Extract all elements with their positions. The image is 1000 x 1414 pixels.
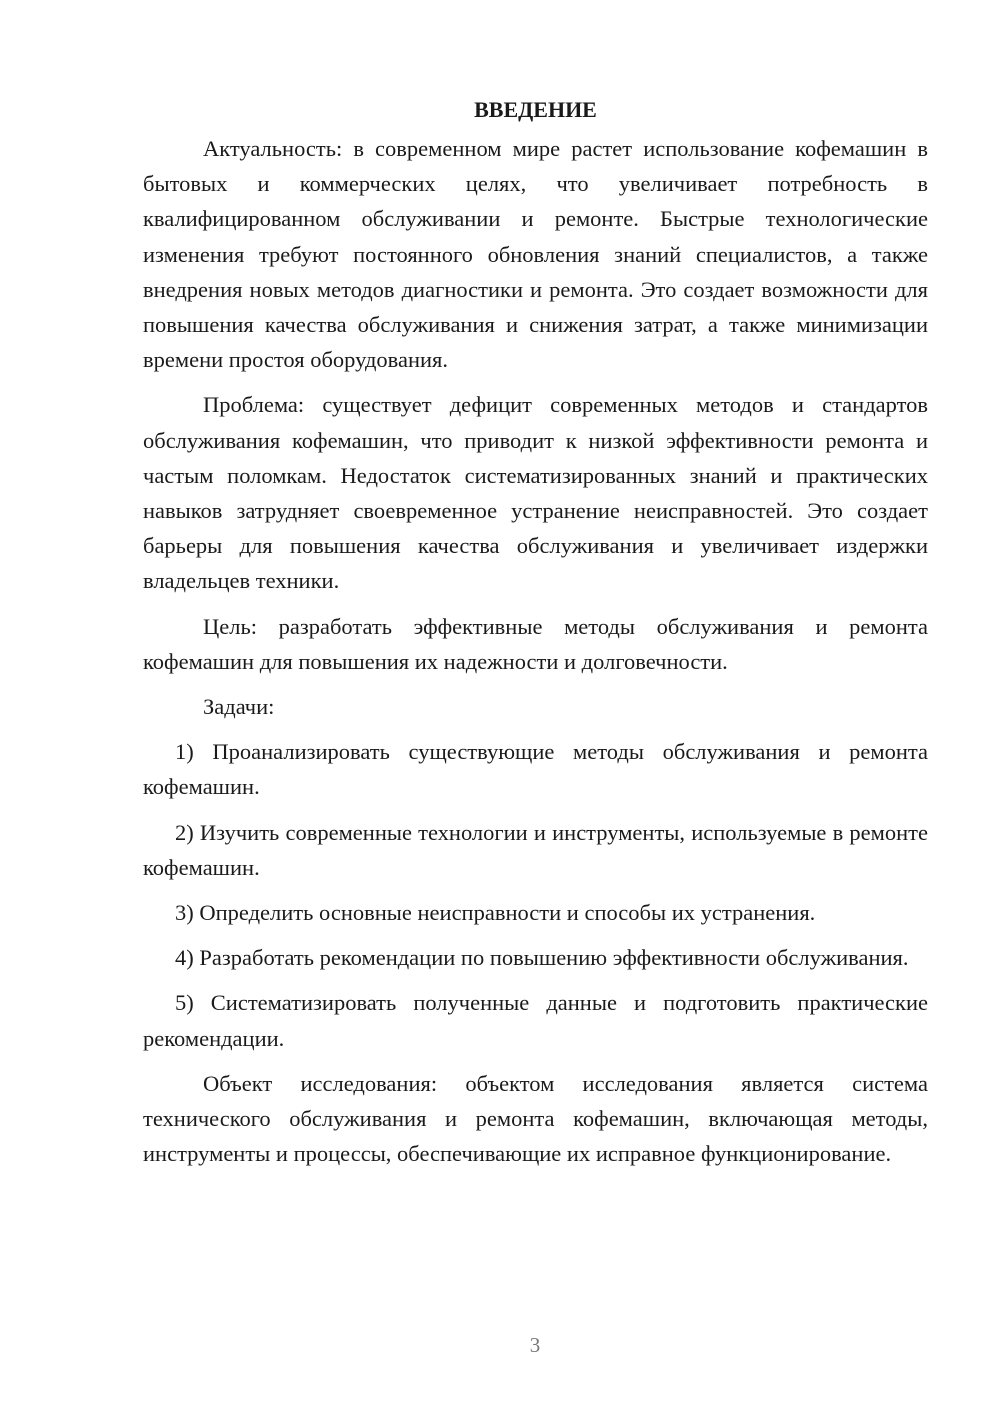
page-number: 3 bbox=[529, 1333, 541, 1357]
paragraph-problem: Проблема: существует дефицит современных методов и стандартов обслуживания кофемашин, что приводит к низкой эффективности ремонта и частым поломкам. Недостаток систематизированных знаний и практических навыков затрудняет своевременное устранение неисправностей. Это создает барьеры для повышения качества обслуживания и увеличивает издержки владельцев техники. bbox=[143, 392, 928, 594]
paragraph-relevance: Актуальность: в современном мире растет использование кофемашин в бытовых и коммерческих целях, что увеличивает потребность в квалифицированном обслуживании и ремонте. Быстрые технологические изменения требуют постоянного обновления знаний специалистов, а также внедрения новых методов диагностики и ремонта. Это создает возможности для повышения качества обслуживания и снижения затрат, а также минимизации времени простоя оборудования. bbox=[143, 136, 928, 373]
paragraph-object: Объект исследования: объектом исследования является система технического обслуживания и ремонта кофемашин, включающая методы, инструменты и процессы, обеспечивающие их исправное функционирование. bbox=[143, 1070, 928, 1167]
task-item-3: 3) Определить основные неисправности и способы их устранения. bbox=[175, 900, 816, 926]
paragraph-goal: Цель: разработать эффективные методы обслуживания и ремонта кофемашин для повышения их надежности и долговечности. bbox=[143, 613, 928, 674]
task-item-1: 1) Проанализировать существующие методы обслуживания и ремонта кофемашин. bbox=[143, 739, 928, 800]
task-item-4: 4) Разработать рекомендации по повышению эффективности обслуживания. bbox=[175, 945, 909, 971]
document-page bbox=[143, 92, 928, 1171]
task-item-2: 2) Изучить современные технологии и инструменты, используемые в ремонте кофемашин. bbox=[143, 819, 928, 880]
task-item-5: 5) Систематизировать полученные данные и подготовить практические рекомендации. bbox=[143, 990, 928, 1051]
section-title: ВВЕДЕНИЕ bbox=[474, 97, 597, 122]
tasks-heading: Задачи: bbox=[203, 694, 275, 720]
